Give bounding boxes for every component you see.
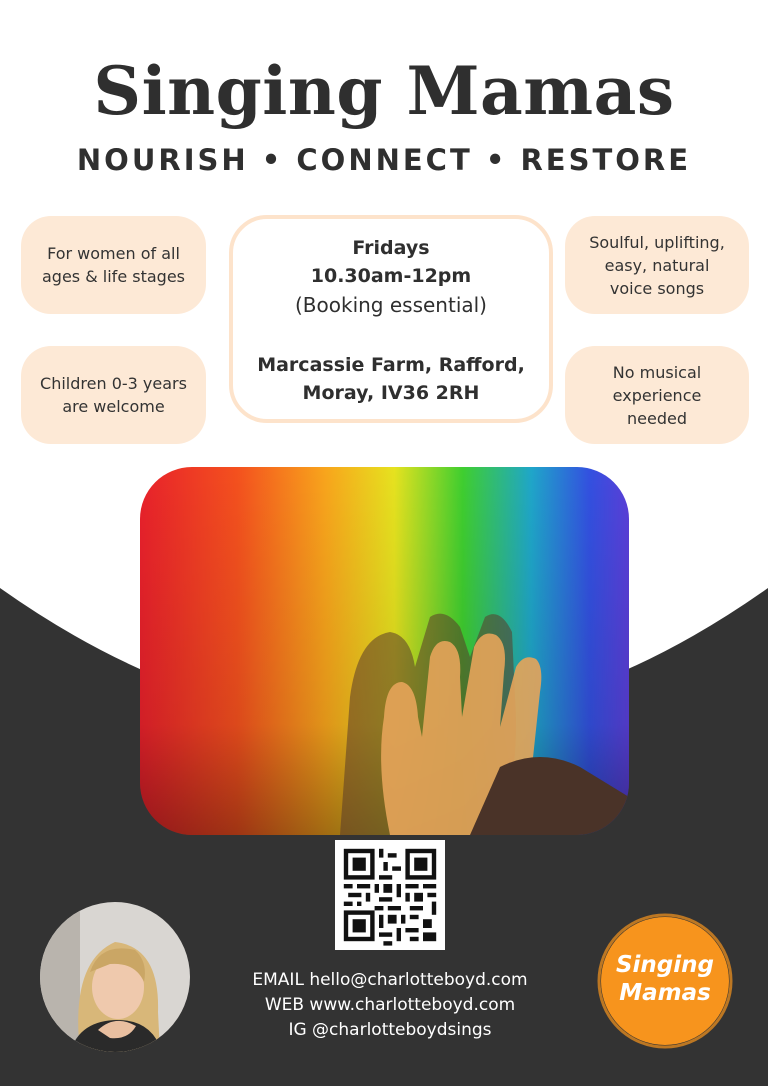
qr-code-icon: [335, 840, 445, 950]
session-day: Fridays: [352, 237, 430, 259]
logo-line1: Singing: [615, 952, 714, 978]
contact-email[interactable]: EMAIL hello@charlotteboyd.com: [252, 970, 528, 990]
feature-no-experience: No musical experience needed: [565, 346, 749, 444]
qr-code[interactable]: [335, 840, 445, 950]
page-title: Singing Mamas: [93, 52, 675, 130]
feature-women: For women of all ages & life stages: [21, 216, 206, 314]
session-booking-note: (Booking essential): [294, 293, 487, 317]
session-time: 10.30am-12pm: [310, 265, 472, 287]
avatar-photo: [40, 902, 190, 1052]
session-address: Marcassie Farm, Rafford, Moray, IV36 2RH: [257, 354, 525, 404]
rainbow-hands-photo: [140, 467, 629, 835]
avatar: [40, 902, 190, 1052]
feature-children: Children 0-3 years are welcome: [21, 346, 206, 444]
contact-web[interactable]: WEB www.charlotteboyd.com: [264, 995, 516, 1015]
feature-songs: Soulful, uplifting, easy, natural voice songs: [565, 216, 749, 314]
tagline: NOURISH • CONNECT • RESTORE: [76, 143, 692, 177]
contact-instagram[interactable]: IG @charlotteboydsings: [288, 1020, 492, 1040]
rainbow-hands-image: [140, 467, 629, 835]
contact-info: [190, 968, 590, 1043]
singing-mamas-logo: [596, 912, 734, 1050]
session-card: [229, 215, 553, 423]
logo-line2: Mamas: [619, 980, 711, 1006]
